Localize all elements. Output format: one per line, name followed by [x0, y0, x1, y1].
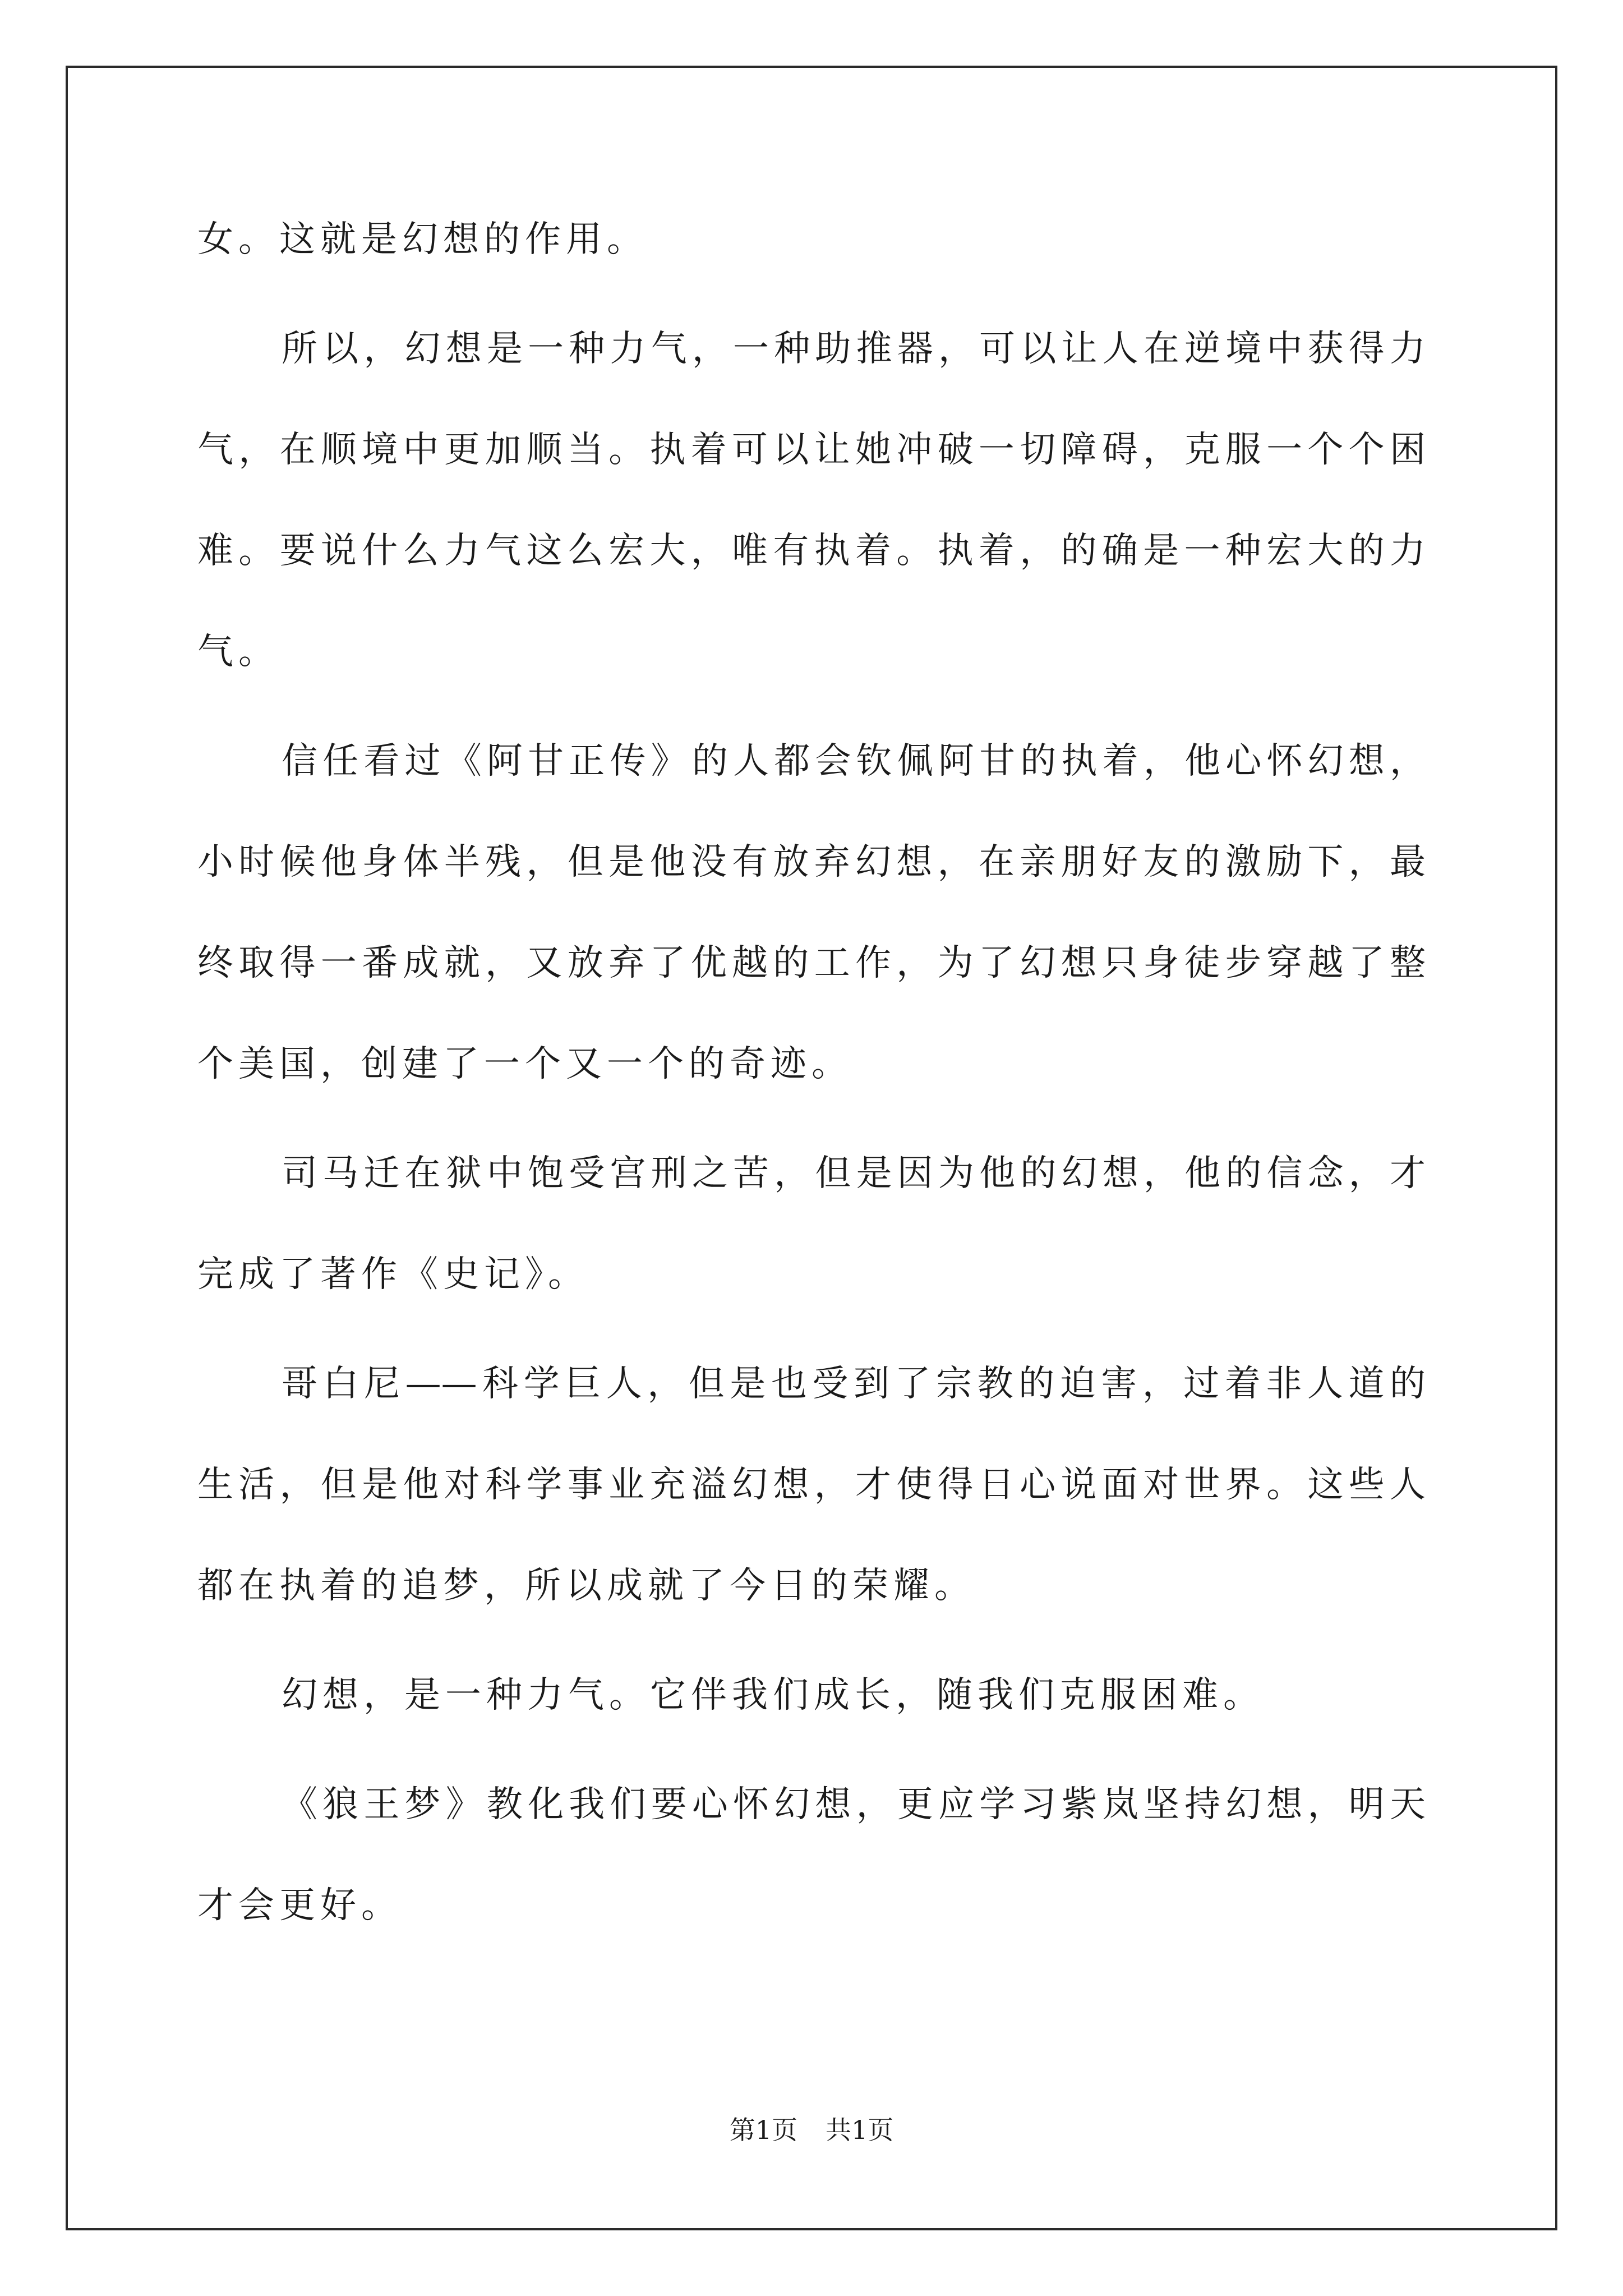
paragraph-line: 司马迁在狱中饱受宫刑之苦，但是因为他的幻想，他的信念，才: [282, 1153, 1426, 1194]
paragraph-line: 所以，幻想是一种力气，一种助推器，可以让人在逆境中获得力: [282, 328, 1426, 370]
paragraph-line: 个美国，创建了一个又一个的奇迹。: [197, 1043, 852, 1085]
paragraph-line: 才会更好。: [197, 1885, 402, 1926]
paragraph-line: 都在执着的追梦，所以成就了今日的荣耀。: [197, 1565, 975, 1607]
paragraph-line: 幻想，是一种力气。它伴我们成长，随我们克服困难。: [282, 1674, 1264, 1716]
paragraph-line: 信任看过《阿甘正传》的人都会钦佩阿甘的执着，他心怀幻想，: [282, 740, 1426, 782]
paragraph-line: 生活，但是他对科学事业充溢幻想，才使得日心说面对世界。这些人: [197, 1464, 1426, 1506]
paragraph-line: 终取得一番成就，又放弃了优越的工作，为了幻想只身徒步穿越了整: [197, 942, 1426, 984]
paragraph-line: 难。要说什么力气这么宏大，唯有执着。执着，的确是一种宏大的力: [197, 530, 1426, 572]
paragraph-line: 气。: [197, 631, 279, 673]
page-footer: [0, 2117, 1623, 2143]
paragraph-line: 完成了著作《史记》。: [197, 1254, 589, 1295]
paragraph-line: 气，在顺境中更加顺当。执着可以让她冲破一切障碍，克服一个个困: [197, 429, 1426, 471]
page-number-total: 共1页: [826, 2115, 894, 2145]
paragraph-line: 《狼王梦》教化我们要心怀幻想，更应学习紫岚坚持幻想，明天: [282, 1784, 1426, 1825]
paragraph-line: 小时候他身体半残，但是他没有放弃幻想，在亲朋好友的激励下，最: [197, 841, 1426, 883]
paragraph-line: 女。这就是幻想的作用。: [197, 219, 648, 260]
paragraph-line: 哥白尼——科学巨人，但是也受到了宗教的迫害，过着非人道的: [282, 1363, 1426, 1405]
page-number-current: 第1页: [729, 2115, 797, 2145]
